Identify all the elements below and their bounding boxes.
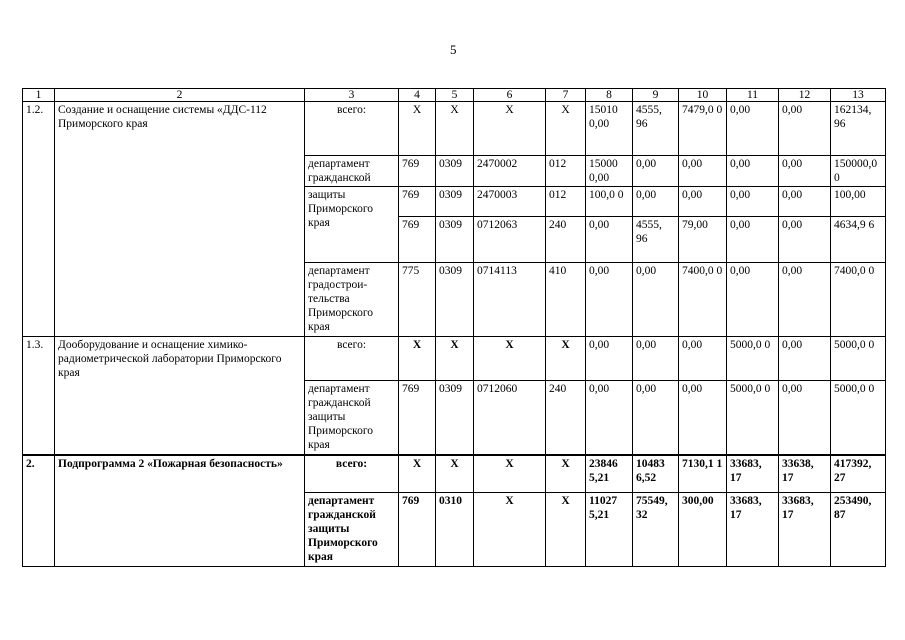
table-cell: 0,00 [779,102,831,156]
table-cell: 0,00 [727,156,779,187]
table-cell: 0,00 [633,263,679,337]
table-cell: 5000,0 0 [831,381,886,455]
table-cell: 240 [546,381,586,455]
table-cell: 0,00 [586,263,633,337]
section-number: 1.3. [23,337,55,455]
table-cell: 11027 5,21 [586,493,633,567]
section-number: 1.2. [23,102,55,337]
table-cell: 4634,9 6 [831,217,886,263]
header-cell: 5 [436,89,474,102]
table-cell: 769 [399,187,436,217]
table-cell: 0,00 [779,337,831,381]
table-cell: 012 [546,156,586,187]
table-cell: 769 [399,381,436,455]
table-row [23,337,886,381]
header-cell: 3 [305,89,399,102]
table-cell: 0,00 [633,187,679,217]
recipient-cell: всего: [305,337,399,381]
table-cell: X [546,493,586,567]
table-cell: 0714113 [474,263,546,337]
table-cell: 7130,1 1 [679,455,727,493]
table-cell: 0309 [436,217,474,263]
header-cell: 2 [55,89,305,102]
header-cell: 11 [727,89,779,102]
table-cell: 79,00 [679,217,727,263]
table-cell: 0,00 [679,156,727,187]
table-cell: X [546,455,586,493]
table-cell: 33638, 17 [779,455,831,493]
table-cell: 15010 0,00 [586,102,633,156]
header-cell: 7 [546,89,586,102]
table-cell: 0712063 [474,217,546,263]
table-cell: 0,00 [779,187,831,217]
table-cell: 0,00 [727,217,779,263]
table-cell: X [474,493,546,567]
header-cell: 4 [399,89,436,102]
header-cell: 9 [633,89,679,102]
table-cell: 75549, 32 [633,493,679,567]
table-cell: 0,00 [727,263,779,337]
table-cell: 240 [546,217,586,263]
header-cell: 10 [679,89,727,102]
table-cell: 0,00 [679,381,727,455]
table-cell: 0,00 [779,217,831,263]
section-title: Дооборудование и оснащение химико-радиометрической лаборатории Приморского края [55,337,305,455]
table-cell: 0,00 [633,337,679,381]
section-number: 2. [23,455,55,567]
table-cell: 4555, 96 [633,217,679,263]
page-number: 5 [450,42,457,57]
header-cell: 8 [586,89,633,102]
table-cell: 0,00 [779,156,831,187]
table-cell: 23846 5,21 [586,455,633,493]
table-cell: 2470003 [474,187,546,217]
table-cell: 0712060 [474,381,546,455]
table-cell: 0,00 [586,337,633,381]
table-cell: X [546,337,586,381]
table-cell: 100,0 0 [586,187,633,217]
table-row [23,455,886,493]
table-cell: 0,00 [586,381,633,455]
table-cell: 10483 6,52 [633,455,679,493]
table-cell: 0,00 [779,263,831,337]
table-cell: 0309 [436,156,474,187]
table-cell: 0,00 [679,337,727,381]
table-cell: X [474,102,546,156]
table-cell: 2470002 [474,156,546,187]
table-cell: X [399,337,436,381]
table-cell: 7479,0 0 [679,102,727,156]
table-cell: 0,00 [779,381,831,455]
table-cell: X [436,455,474,493]
table-cell: X [546,102,586,156]
table-cell: X [399,102,436,156]
table-cell: X [436,337,474,381]
section-title: Создание и оснащение системы «ДДС-112 Приморского края [55,102,305,337]
table-cell: 0,00 [633,381,679,455]
table-cell: 417392, 27 [831,455,886,493]
recipient-cell: департамент гражданской защиты Приморского края [305,493,399,567]
table-cell: 0310 [436,493,474,567]
table-cell: X [474,455,546,493]
header-cell: 1 [23,89,55,102]
table-cell: 775 [399,263,436,337]
table-cell: 33683, 17 [727,493,779,567]
recipient-cell: департамент гражданской защиты Приморского края [305,381,399,455]
section-title: Подпрограмма 2 «Пожарная безопасность» [55,455,305,567]
table-cell: 33683, 17 [727,455,779,493]
table-cell: 7400,0 0 [679,263,727,337]
table-cell: 0,00 [586,217,633,263]
header-cell: 12 [779,89,831,102]
table-cell: 0,00 [727,187,779,217]
header-cell: 6 [474,89,546,102]
table-cell: 0309 [436,381,474,455]
table-cell: 162134, 96 [831,102,886,156]
table-cell: 5000,0 0 [831,337,886,381]
recipient-cell: всего: [305,102,399,156]
table-cell: 0309 [436,187,474,217]
budget-table [22,88,886,567]
table-cell: 15000 0,00 [586,156,633,187]
table-cell: 769 [399,217,436,263]
table-cell: 410 [546,263,586,337]
table-cell: X [474,337,546,381]
recipient-cell: департамент гражданской [305,156,399,187]
table-cell: 0,00 [727,102,779,156]
table-cell: X [399,455,436,493]
table-cell: 769 [399,493,436,567]
table-cell: 150000,0 0 [831,156,886,187]
table-cell: 5000,0 0 [727,337,779,381]
table-cell: 0,00 [679,187,727,217]
table-row [23,102,886,156]
table-cell: X [436,102,474,156]
table-cell: 300,00 [679,493,727,567]
table-cell: 0309 [436,263,474,337]
table-cell: 33683, 17 [779,493,831,567]
table-cell: 4555, 96 [633,102,679,156]
table-cell: 7400,0 0 [831,263,886,337]
table-cell: 0,00 [633,156,679,187]
column-number-row [23,89,886,102]
header-cell: 13 [831,89,886,102]
recipient-cell: защиты Приморского края [305,187,399,263]
table-cell: 5000,0 0 [727,381,779,455]
table-cell: 769 [399,156,436,187]
table-cell: 012 [546,187,586,217]
table-cell: 100,00 [831,187,886,217]
table-cell: 253490, 87 [831,493,886,567]
recipient-cell: всего: [305,455,399,493]
recipient-cell: департамент градострои- тельства Приморского края [305,263,399,337]
